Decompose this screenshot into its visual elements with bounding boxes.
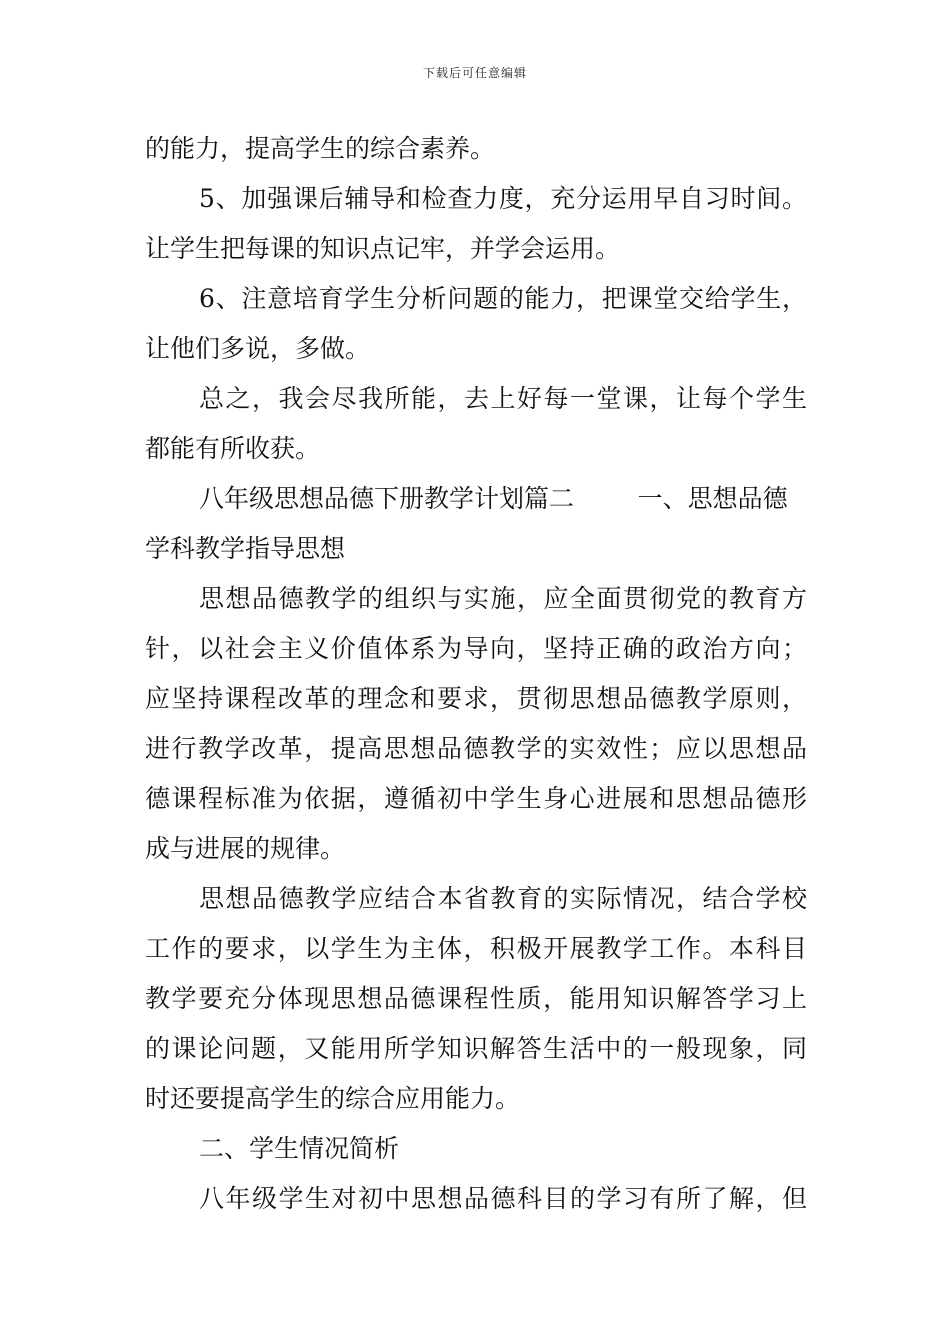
text-line: 德课程标准为依据，遵循初中学生身心进展和思想品德形 <box>145 784 807 813</box>
document-body <box>145 124 807 1224</box>
text-line: 学科教学指导思想 <box>145 534 346 563</box>
text-line: 让学生把每课的知识点记牢，并学会运用。 <box>145 234 621 263</box>
text-line: 成与进展的规律。 <box>145 834 346 863</box>
text-line: 思想品德教学应结合本省教育的实际情况，结合学校 <box>199 884 807 913</box>
text-line: 5、加强课后辅导和检查力度，充分运用早自习时间。 <box>199 184 807 213</box>
text-line: 进行教学改革，提高思想品德教学的实效性；应以思想品 <box>145 734 807 763</box>
text-line: 让他们多说，多做。 <box>145 334 371 363</box>
text-line: 的能力，提高学生的综合素养。 <box>145 134 496 163</box>
text-line: 工作的要求，以学生为主体，积极开展教学工作。本科目 <box>145 934 807 963</box>
text-line: 6、注意培育学生分析问题的能力，把课堂交给学生， <box>199 284 807 313</box>
text-line: 二、学生情况简析 <box>199 1134 400 1163</box>
page-header: 下载后可任意编辑 <box>422 66 527 80</box>
text-line: 时还要提高学生的综合应用能力。 <box>145 1084 521 1113</box>
text-line: 思想品德教学的组织与实施，应全面贯彻党的教育方 <box>199 584 807 613</box>
text-line: 的课论问题，又能用所学知识解答生活中的一般现象，同 <box>145 1034 807 1063</box>
text-line: 应坚持课程改革的理念和要求，贯彻思想品德教学原则， <box>145 684 807 713</box>
text-line: 都能有所收获。 <box>145 434 321 463</box>
text-line: 针，以社会主义价值体系为导向，坚持正确的政治方向； <box>145 634 807 663</box>
text-line: 教学要充分体现思想品德课程性质，能用知识解答学习上 <box>145 984 807 1013</box>
text-line: 总之，我会尽我所能，去上好每一堂课，让每个学生 <box>199 384 807 413</box>
text-line: 八年级思想品德下册教学计划篇二 一、思想品德 <box>199 484 788 513</box>
text-line: 八年级学生对初中思想品德科目的学习有所了解，但 <box>199 1184 807 1213</box>
